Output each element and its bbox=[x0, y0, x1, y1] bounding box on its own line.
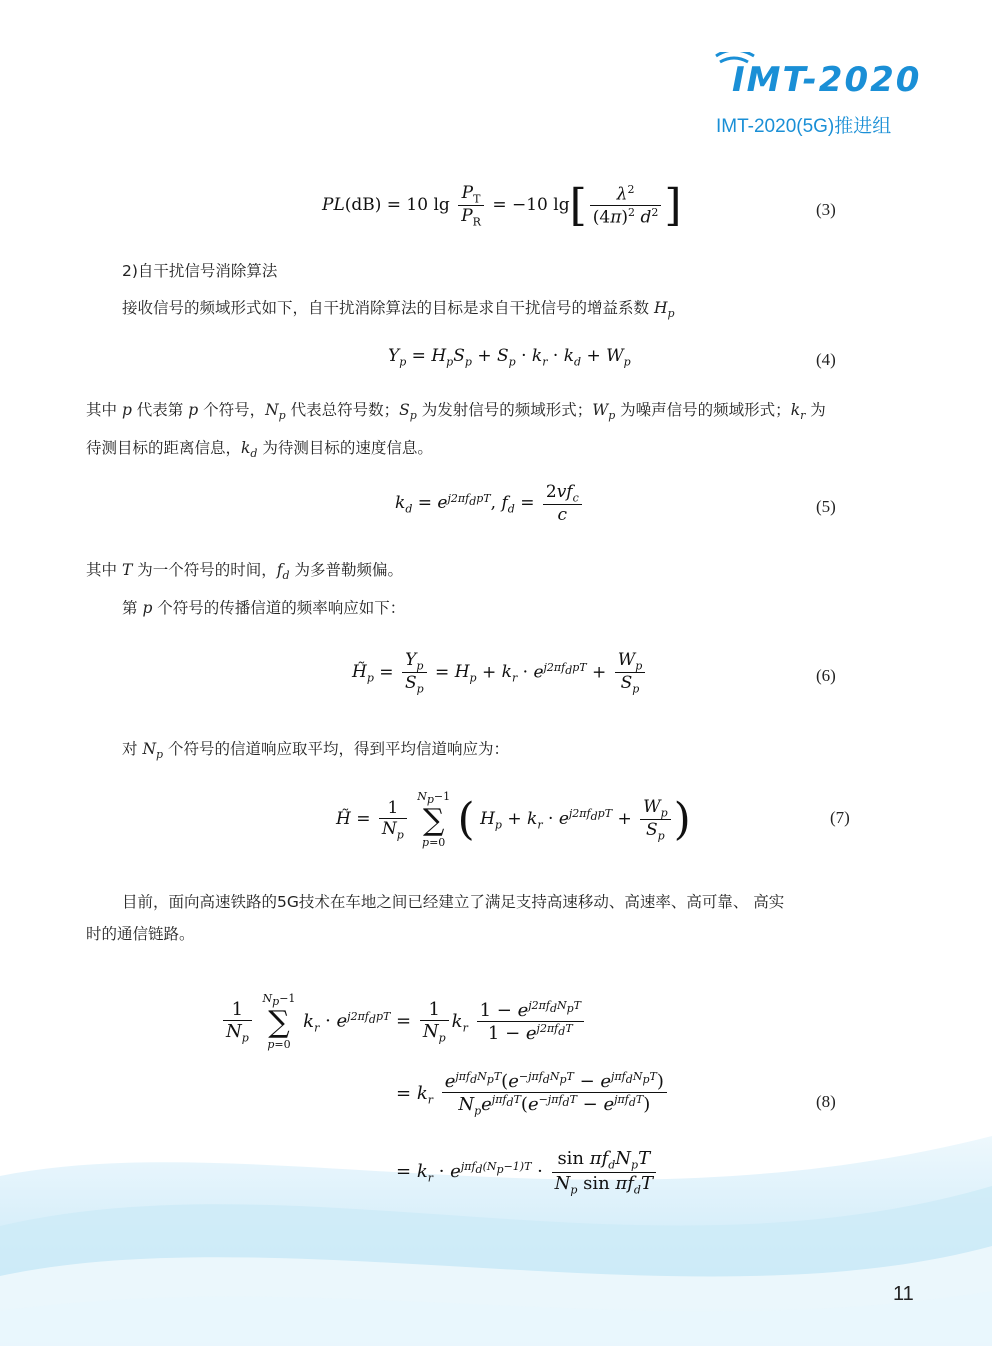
equation-number-8: (8) bbox=[816, 1092, 836, 1111]
equation-6: $H̃_p$ = $\frac{Y_p}{S_p}$ = $H_p + k_r \cdot e^{j2\pi f_dpT}$ + $\frac{W_p}{S_p}$ bbox=[352, 650, 648, 696]
paragraph-3: 其中 T 为一个符号的时间，$f_d$ 为多普勒频偏。 bbox=[86, 561, 403, 583]
paragraph-5: 对 $N_p$ 个符号的信道响应取平均，得到平均信道响应为： bbox=[122, 740, 509, 762]
equation-3: PL(dB) = 10 lg $\frac{P_T}{P_R}$ = −10 lg[ $\frac{\lambda^2}{(4\pi)^2 d^2}$ ] bbox=[322, 180, 682, 231]
page-number: 11 bbox=[893, 1283, 914, 1305]
equation-number-6: (6) bbox=[816, 666, 836, 685]
equation-number-4: (4) bbox=[816, 350, 836, 369]
section-title: 2)自干扰信号消除算法 bbox=[122, 262, 278, 280]
equation-8-line-1: $\frac{1}{N_p}$ $N_p-1$ ∑ p=0 $k_r \cdot e^{j2\pi f_dpT}$ = $\frac{1}{N_p}$ $k_r$ $\frac{1 - e^{j2\pi f_dN_pT}}{1 - e^{j2\pi f_dT}}$ bbox=[220, 992, 587, 1051]
header-subtitle: IMT-2020(5G)推进组 bbox=[716, 116, 892, 137]
paragraph-2: 其中 p 代表第 p 个符号，$N_p$ 代表总符号数；$S_p$ 为发射信号的频域形式；$W_p$ 为噪声信号的频域形式；$k_r$ 为 待测目标的距离信息，$k_d$ 为待测目标的速度信息。 bbox=[86, 401, 826, 461]
equation-5: $k_d = e^{j2\pi f_dpT}$, $f_d$ = $\frac{2vf_c}{c}$ bbox=[395, 482, 585, 525]
paragraph-6: 目前，面向高速铁路的5G技术在车地之间已经建立了满足支持高速移动、高速率、高可靠、 高实 时的通信链路。 bbox=[86, 893, 785, 943]
equation-8-line-2: = $k_r$ $\frac{e^{j\pi f_dN_pT}(e^{-j\pi f_dN_pT} - e^{j\pi f_dN_pT})}{N_pe^{j\pi f_dT}(e^{-j\pi f_dT} - e^{j\pi f_dT})}$ bbox=[396, 1070, 670, 1118]
equation-number-5: (5) bbox=[816, 497, 836, 516]
equation-7: H̃ = $\frac{1}{N_p}$ $N_p-1$ ∑ p=0 ( $H_p + k_r \cdot e^{j2\pi f_dpT}$ + $\frac{W_p}{S_p}$ ) bbox=[336, 790, 691, 850]
equation-4: $Y_p = H_pS_p + S_p \cdot k_r \cdot k_d + W_p$ bbox=[388, 346, 631, 369]
equation-number-7: (7) bbox=[830, 808, 850, 827]
paragraph-1: 接收信号的频域形式如下，自干扰消除算法的目标是求自干扰信号的增益系数 $H_p$ bbox=[122, 299, 675, 321]
equation-8-line-3: = $k_r \cdot e^{j\pi f_d(N_p-1)T}$ · $\frac{\sin \pi f_dN_pT}{N_p \sin \pi f_dT}$ bbox=[396, 1148, 659, 1196]
paragraph-4: 第 p 个符号的传播信道的频率响应如下： bbox=[122, 599, 406, 617]
logo-text: IMT-2020 bbox=[732, 60, 922, 100]
equation-number-3: (3) bbox=[816, 200, 836, 219]
